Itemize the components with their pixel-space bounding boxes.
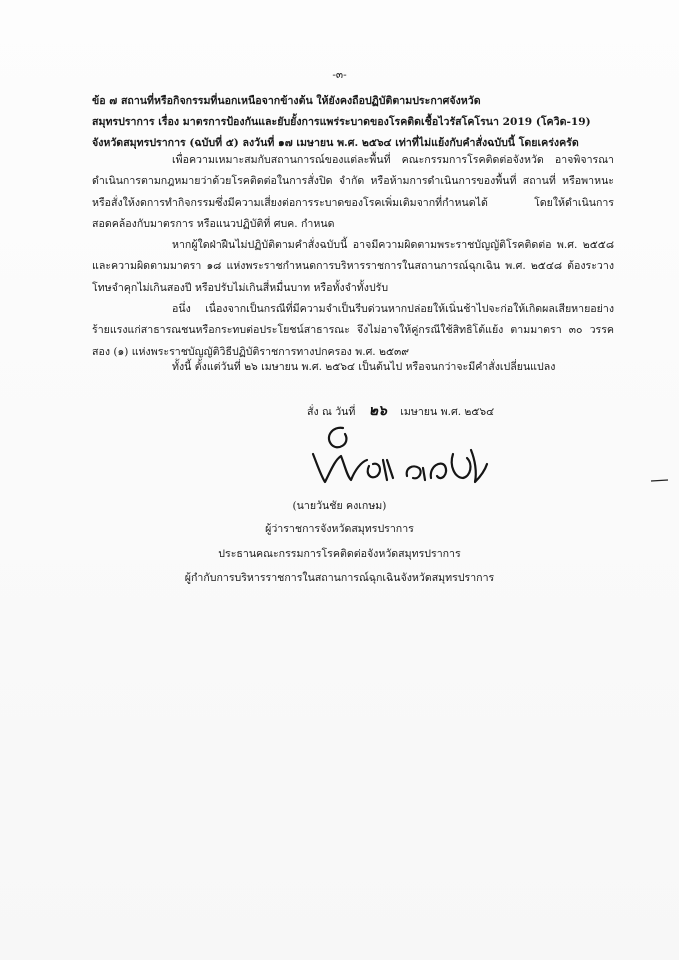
- signed-date: [307, 400, 494, 422]
- signed-date-prefix: สั่ง ณ วันที่: [307, 406, 356, 418]
- clause-line: จังหวัดสมุทรปราการ (ฉบับที่ ๕) ลงวันที่ ๑๗ เมษายน พ.ศ. ๒๕๖๔ เท่าที่ไม่แย้งกับคำสั่งฉบับนี้ โดยเคร่งครัด: [92, 137, 579, 149]
- signed-month-year: เมษายน พ.ศ. ๒๕๖๔: [400, 406, 495, 418]
- clause-7: [92, 91, 614, 154]
- order-body: [92, 150, 614, 363]
- clause-line: สมุทรปราการ เรื่อง มาตรการป้องกันและยับยั้งการแพร่ระบาดของโรคติดเชื้อไวรัสโคโรนา 2019 (โควิด-19): [92, 116, 591, 128]
- paragraph-discretion: เพื่อความเหมาะสมกับสถานการณ์ของแต่ละพื้นที่ คณะกรรมการโรคติดต่อจังหวัด อาจพิจารณาดำเนินการตามกฎหมายว่าด้วยโรคติดต่อในการสั่งปิด จำกัด หรือห้ามการดำเนินการของพื้นที่ สถานที่ หรือพาหนะ หรือสั่งให้งดการทำกิจกรรมซึ่งมีความเสี่ยงต่อการระบาดของโรคเพิ่มเติมจากที่กำหนดได้ โดยให้ดำเนินการสอดคล้องกับมาตรการ หรือแนวปฏิบัติที่ ศบค. กำหนด: [92, 154, 614, 230]
- signer-name: (นายวันชัย คงเกษม): [292, 500, 387, 512]
- clause-line: ข้อ ๗ สถานที่หรือกิจกรรมที่นอกเหนือจากข้างต้น ให้ยังคงถือปฏิบัติตามประกาศจังหวัด: [92, 95, 481, 107]
- signer-title-committee: ประธานคณะกรรมการโรคติดต่อจังหวัดสมุทรปราการ: [218, 548, 461, 560]
- page-number: -๓-: [332, 69, 347, 81]
- paragraph-penalty: หากผู้ใดฝ่าฝืนไม่ปฏิบัติตามคำสั่งฉบับนี้ อาจมีความผิดตามพระราชบัญญัติโรคติดต่อ พ.ศ. ๒๕๕๘ และความผิดตามมาตรา ๑๘ แห่งพระราชกำหนดการบริหารราชการในสถานการณ์ฉุกเฉิน พ.ศ. ๒๕๔๘ ต้องระวางโทษจำคุกไม่เกินสองปี หรือปรับไม่เกินสี่หมื่นบาท หรือทั้งจำทั้งปรับ: [92, 239, 614, 294]
- signer-title-governor: ผู้ว่าราชการจังหวัดสมุทรปราการ: [265, 523, 414, 535]
- signer-title-emergency: ผู้กำกับการบริหารราชการในสถานการณ์ฉุกเฉินจังหวัดสมุทรปราการ: [184, 572, 495, 584]
- handwritten-signature: [295, 420, 495, 490]
- margin-pen-mark: [650, 478, 670, 484]
- paragraph-urgency: อนึ่ง เนื่องจากเป็นกรณีที่มีความจำเป็นรีบด่วนหากปล่อยให้เนิ่นช้าไปจะก่อให้เกิดผลเสียหายอย่างร้ายแรงแก่สาธารณชนหรือกระทบต่อประโยชน์สาธารณะ จึงไม่อาจให้คู่กรณีใช้สิทธิโต้แย้ง ตามมาตรา ๓๐ วรรคสอง (๑) แห่งพระราชบัญญัติวิธีปฏิบัติราชการทางปกครอง พ.ศ. ๒๕๓๙: [92, 303, 614, 358]
- signed-day-handwritten: ๒๖: [368, 403, 387, 419]
- effective-date-statement: ทั้งนี้ ตั้งแต่วันที่ ๒๖ เมษายน พ.ศ. ๒๕๖๔ เป็นต้นไป หรือจนกว่าจะมีคำสั่งเปลี่ยนแปลง: [172, 361, 556, 373]
